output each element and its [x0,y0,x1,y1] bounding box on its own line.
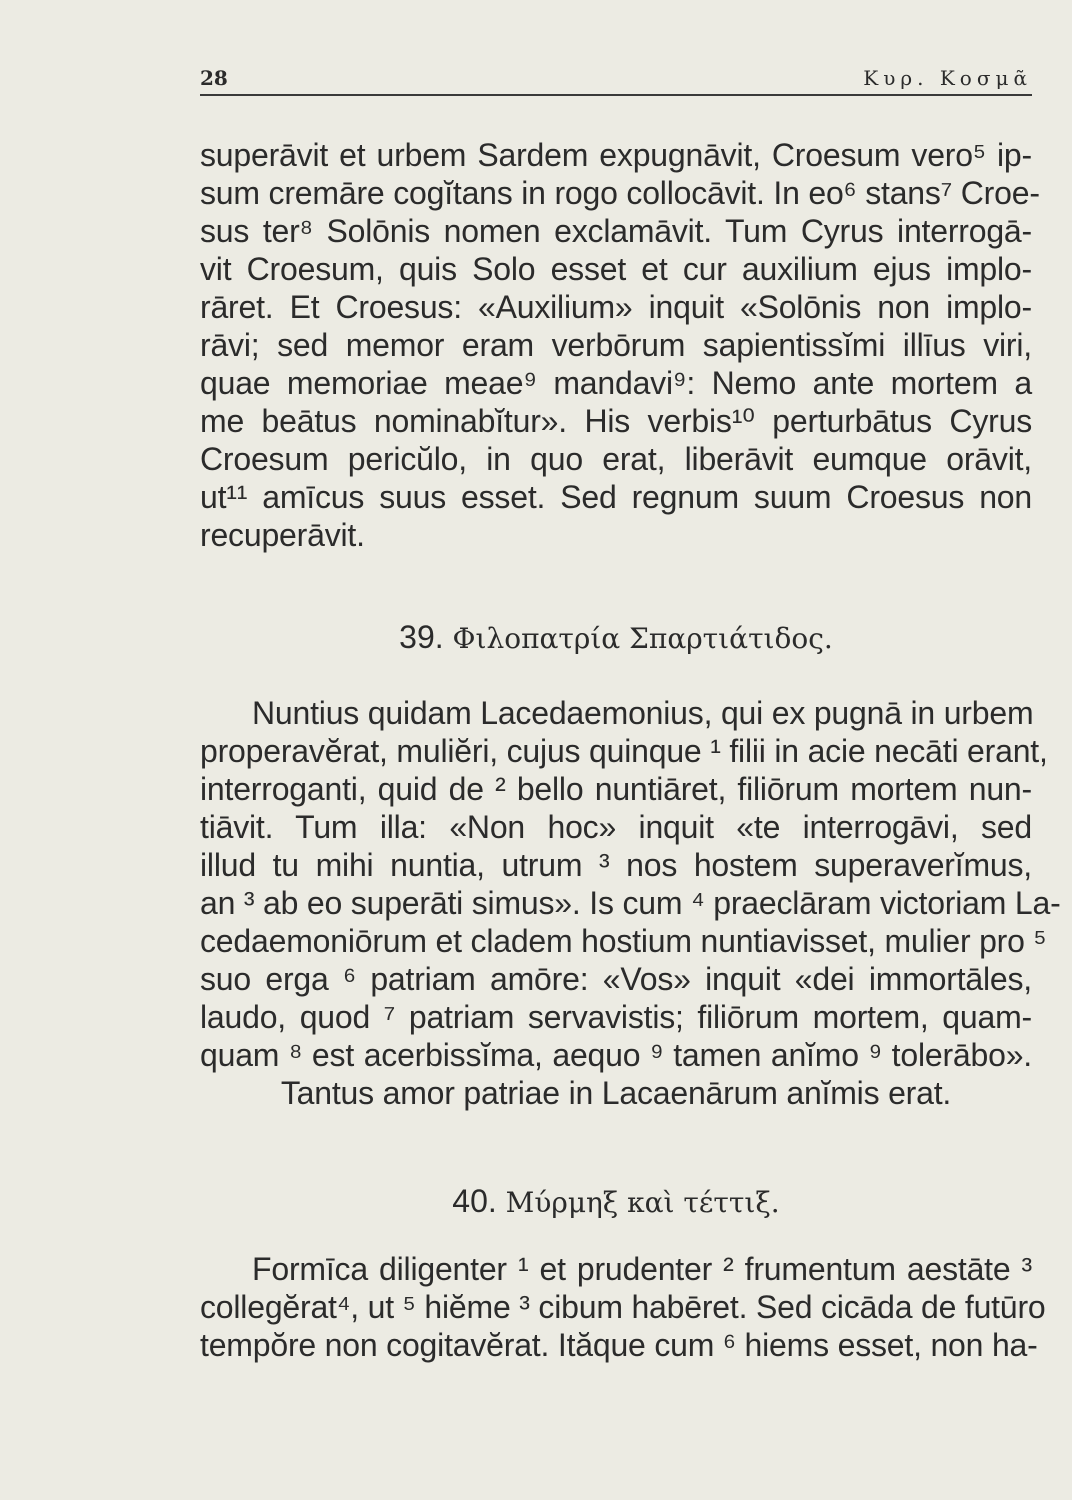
running-head: Κυρ. Κοσμᾶ [863,66,1032,90]
section-number: 39. [399,619,444,655]
text-line: illud tu mihi nuntia, utrum ³ nos hostem superaverĭmus, [200,847,1032,883]
text-line: cedaemoniōrum et cladem hostium nuntiavisset, mulier pro ⁵ [200,923,1047,959]
text-line: Formīca diligenter ¹ et prudenter ² frumentum aestāte ³ [252,1251,1032,1287]
text-line: Tantus amor patriae in Lacaenārum anĭmis erat. [280,1075,952,1111]
text-line: tempŏre non cogitavĕrat. Ităque cum ⁶ hiems esset, non ha- [200,1327,1038,1363]
text-line: an ³ ab eo superāti simus». Is cum ⁴ praeclāram victoriam La- [200,885,1061,921]
section-heading-39 [200,618,1032,658]
section-title: Φιλοπατρία Σπαρτιάτιδος. [452,622,833,655]
text-line: superāvit et urbem Sardem expugnāvit, Croesum vero⁵ ip- [200,137,1032,173]
text-line: sum cremāre cogĭtans in rogo collocāvit. In eo⁶ stans⁷ Croe- [200,175,1040,211]
section-title: Μύρμηξ καὶ τέττιξ. [505,1186,780,1219]
text-line: laudo, quod ⁷ patriam servavistis; filiōrum mortem, quam- [200,999,1032,1035]
text-line: rāvi; sed memor eram verbōrum sapientissĭmi illīus viri, [200,327,1032,363]
text-line: Nuntius quidam Lacedaemonius, qui ex pugnā in urbem [252,695,1034,731]
text-line: properavĕrat, muliĕri, cujus quinque ¹ filii in acie necāti erant, [200,733,1048,769]
text-line: collegĕrat⁴, ut ⁵ hiĕme ³ cibum habēret. Sed cicāda de futūro [200,1289,1046,1325]
section-heading-40 [200,1182,1032,1222]
text-line: tiāvit. Tum illa: «Non hoc» inquit «te interrogāvi, sed [200,809,1032,845]
page-header [200,66,1032,96]
text-line: sus ter⁸ Solōnis nomen exclamāvit. Tum Cyrus interrogā- [200,213,1032,249]
text-line: me beātus nominabĭtur». His verbis¹⁰ perturbātus Cyrus [200,403,1032,439]
text-line: rāret. Et Croesus: «Auxilium» inquit «Solōnis non implo- [200,289,1032,325]
paragraph-spartan-mother [200,694,1061,1112]
text-line: quam ⁸ est acerbissĭma, aequo ⁹ tamen anĭmo ⁹ tolerābo». [200,1037,1032,1073]
text-line: interroganti, quid de ² bello nuntiāret, filiōrum mortem nun- [200,771,1032,807]
text-line: suo erga ⁶ patriam amōre: «Vos» inquit «dei immortāles, [200,961,1032,997]
paragraph-ant-and-cicada [200,1250,1046,1364]
text-line: ut¹¹ amīcus suus esset. Sed regnum suum Croesus non [200,479,1032,515]
paragraph-croesus-continued [200,136,1040,554]
text-line: recuperāvit. [200,517,365,553]
text-line: vit Croesum, quis Solo esset et cur auxilium ejus implo- [200,251,1032,287]
text-line: Croesum pericŭlo, in quo erat, liberāvit eumque orāvit, [200,441,1032,477]
section-number: 40. [452,1183,497,1219]
text-line: quae memoriae meae⁹ mandavi⁹: Nemo ante mortem a [200,365,1032,401]
page-number: 28 [200,66,228,90]
